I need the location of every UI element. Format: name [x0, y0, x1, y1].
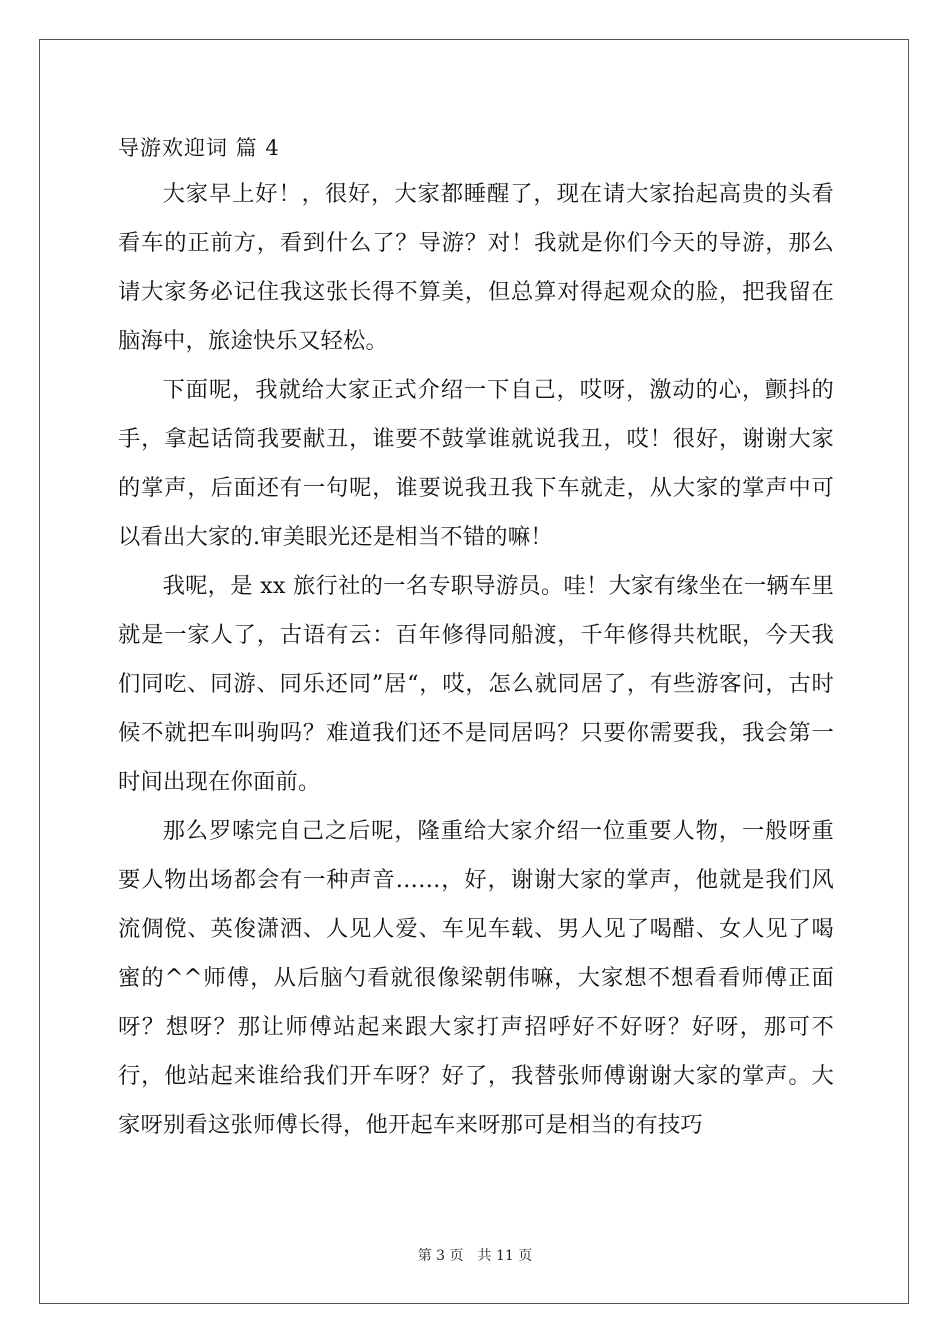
page-total: 共 11 页: [477, 1248, 533, 1264]
paragraph-1: 大家早上好！，很好，大家都睡醒了，现在请大家抬起高贵的头看看车的正前方，看到什么了？导游？对！我就是你们今天的导游，那么请大家务必记住我这张长得不算美，但总算对得起观众的脸，把我留在脑海中，旅途快乐又轻松。: [118, 181, 834, 354]
paragraph-4: 那么罗嗦完自己之后呢，隆重给大家介绍一位重要人物，一般呀重要人物出场都会有一种声音……，好，谢谢大家的掌声，他就是我们风流倜傥、英俊潇洒、人见人爱、车见车载、男人见了喝醋、女人见了喝蜜的^^师傅，从后脑勺看就很像梁朝伟嘛，大家想不想看看师傅正面呀？想呀？那让师傅站起来跟大家打声招呼好不好呀？好呀，那可不行，他站起来谁给我们开车呀？好了，我替张师傅谢谢大家的掌声。大家呀别看这张师傅长得，他开起车来呀那可是相当的有技巧: [118, 818, 834, 1138]
paragraph-2: 下面呢，我就给大家正式介绍一下自己，哎呀，激动的心，颤抖的手，拿起话筒我要献丑，谁要不鼓掌谁就说我丑，哎！很好，谢谢大家的掌声，后面还有一句呢，谁要说我丑我下车就走，从大家的掌声中可以看出大家的.审美眼光还是相当不错的嘛！: [118, 377, 834, 550]
page-number: 第 3 页: [417, 1248, 464, 1264]
document-title: 导游欢迎词 篇 4: [118, 136, 280, 160]
document-body: [118, 128, 834, 1150]
page-footer: [0, 1246, 950, 1266]
paragraph-3: 我呢，是 xx 旅行社的一名专职导游员。哇！大家有缘坐在一辆车里就是一家人了，古语有云：百年修得同船渡，千年修得共枕眠，今天我们同吃、同游、同乐还同”居“，哎，怎么就同居了，有些游客问，古时候不就把车叫驹吗？难道我们还不是同居吗？只要你需要我，我会第一时间出现在你面前。: [118, 573, 834, 795]
